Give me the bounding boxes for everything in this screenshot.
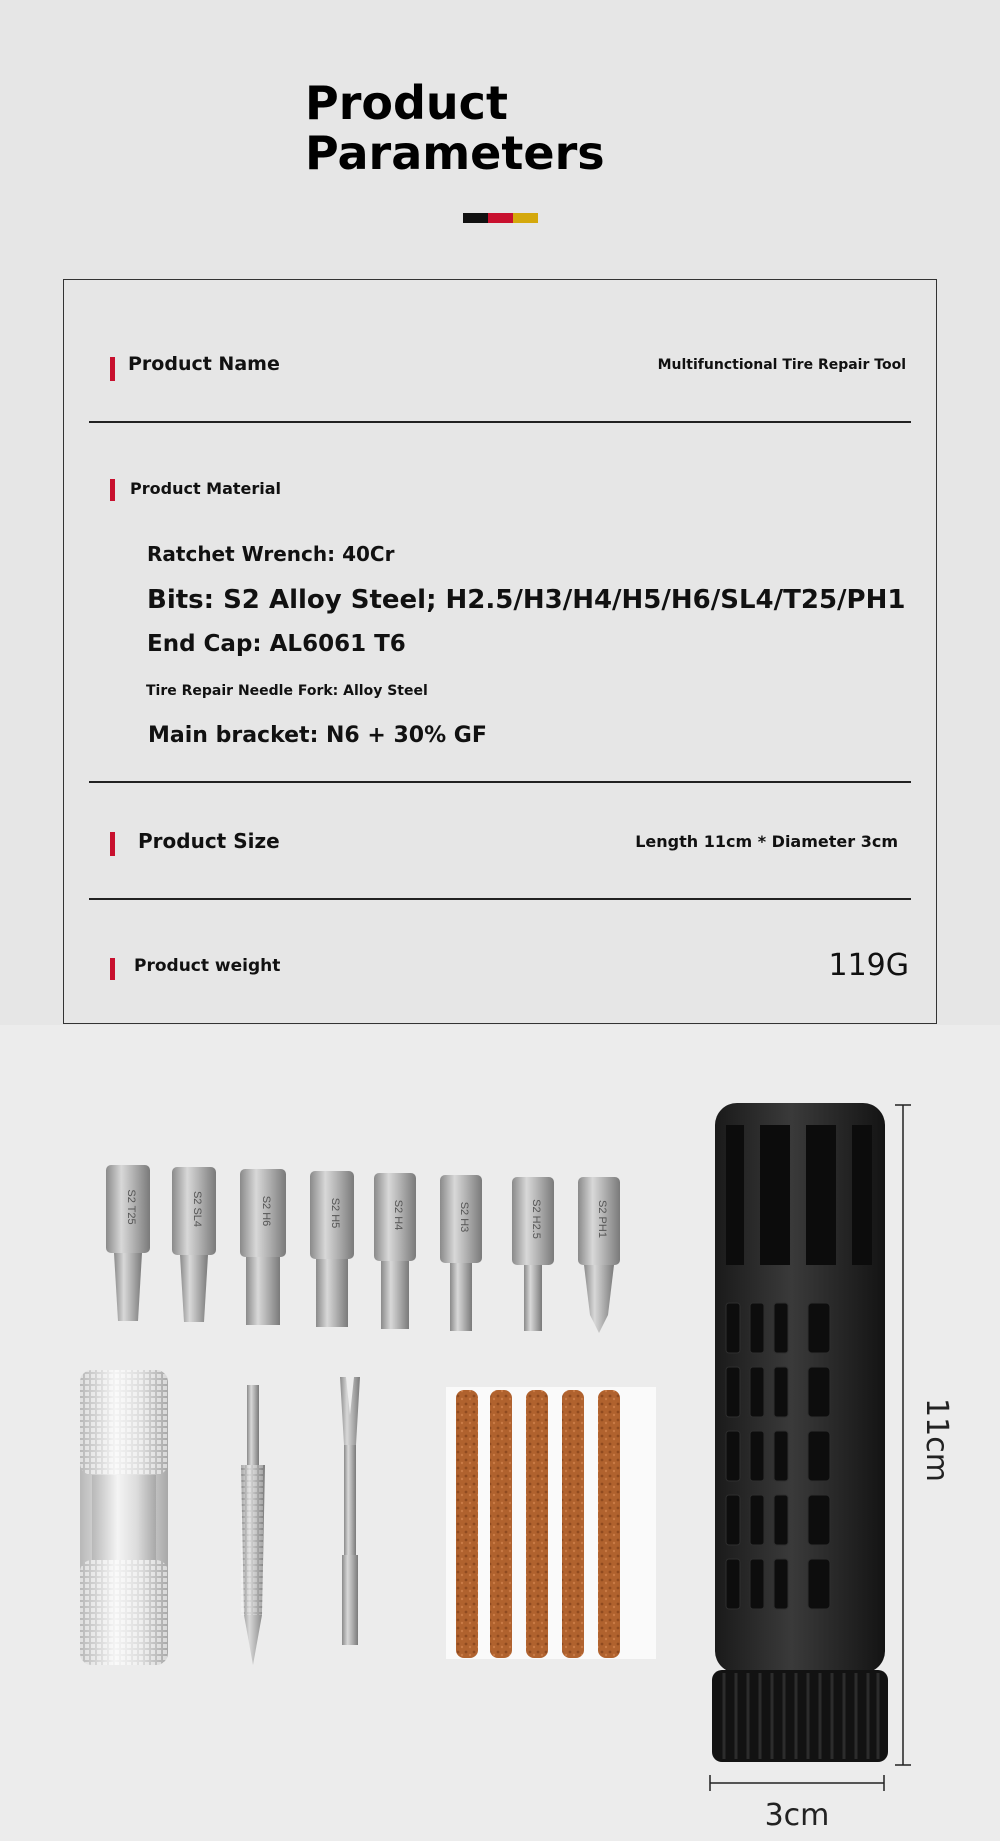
repair-strips (446, 1387, 656, 1659)
color-stripe-decoration (463, 213, 538, 223)
page-title-line-1: Product (305, 76, 508, 130)
product-name-value: Multifunctional Tire Repair Tool (657, 357, 906, 373)
material-line: Tire Repair Needle Fork: Alloy Steel (146, 683, 428, 699)
product-weight-label: Product weight (134, 956, 281, 976)
row-marker (110, 832, 115, 856)
product-photo (0, 1025, 1000, 1841)
ratchet-handle (712, 1103, 888, 1762)
material-line: Ratchet Wrench: 40Cr (147, 542, 395, 566)
row-marker (110, 958, 115, 980)
material-line: Bits: S2 Alloy Steel; H2.5/H3/H4/H5/H6/SL4/T25/PH1 (147, 585, 906, 615)
bit-marking: S2 H5 (329, 1197, 341, 1229)
stripe-gold (513, 213, 538, 223)
product-size-value: Length 11cm * Diameter 3cm (635, 832, 898, 851)
width-label: 3cm (764, 1798, 830, 1833)
height-label: 11cm (919, 1398, 954, 1482)
bit-marking: S2 SL4 (191, 1190, 203, 1228)
bit-marking: S2 H4 (392, 1199, 404, 1231)
bit-marking: S2 H2.5 (530, 1199, 542, 1239)
divider (89, 421, 911, 423)
end-cap (80, 1370, 168, 1665)
bit-h6 (240, 1169, 286, 1325)
page-title-line-2: Parameters (305, 126, 605, 180)
divider (89, 781, 911, 783)
product-size-label: Product Size (138, 829, 280, 853)
divider (89, 898, 911, 900)
stripe-black (463, 213, 488, 223)
bit-h5 (310, 1171, 354, 1327)
material-line: Main bracket: N6 + 30% GF (148, 723, 487, 748)
product-name-label: Product Name (128, 353, 280, 375)
row-marker (110, 357, 115, 381)
parameters-panel (63, 279, 937, 1024)
product-material-label: Product Material (130, 479, 282, 498)
product-weight-value: 119G (828, 948, 909, 983)
bit-marking: S2 PH1 (596, 1200, 608, 1238)
bit-marking: S2 T25 (125, 1189, 137, 1225)
bit-marking: S2 H6 (260, 1195, 272, 1227)
row-marker (110, 479, 115, 501)
material-line: End Cap: AL6061 T6 (147, 631, 406, 657)
stripe-red (488, 213, 513, 223)
bit-marking: S2 H3 (458, 1201, 470, 1233)
page-title (305, 78, 605, 178)
